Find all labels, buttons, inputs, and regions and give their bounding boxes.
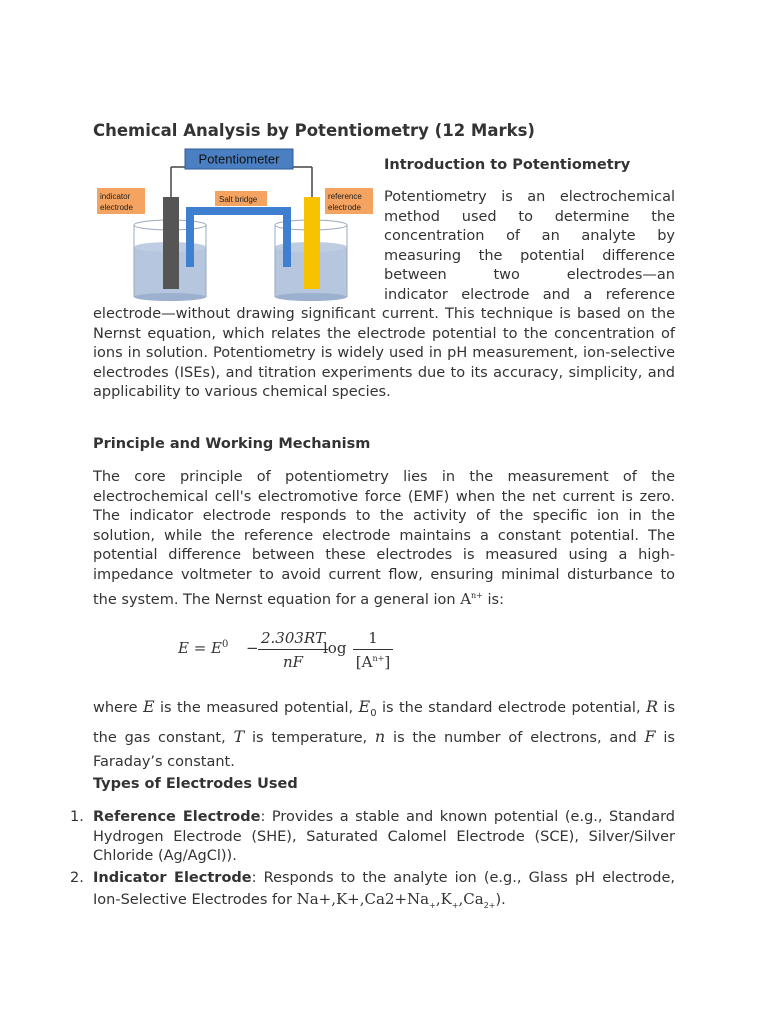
intro-line: method used to determine the [384, 209, 675, 225]
indicator-label-2: electrode [100, 203, 133, 212]
intro-line: Potentiometry is an electrochemical [384, 189, 675, 205]
ion-charge: n+ [471, 590, 483, 600]
potentiometer-label: Potentiometer [198, 151, 280, 167]
equation-log: log [323, 639, 347, 657]
potentiometer-diagram [93, 147, 376, 305]
intro-line: measuring the potential difference [384, 248, 675, 264]
types-heading: Types of Electrodes Used [93, 776, 298, 792]
reference-label-1: reference [328, 192, 362, 201]
salt-bridge-label: Salt bridge [219, 195, 258, 204]
intro-heading: Introduction to Potentiometry [384, 157, 631, 173]
intro-paragraph: electrode—without drawing significant current. This technique is based on the Nernst equation, which relates the electrode potential to the concentration of ions in solution. Potentiometry is widely used in pH measurement, ion-selective electrodes (ISEs), and titration experiments due to its accuracy, simplicity, and applicability to various chemical species. [93, 306, 675, 401]
equation-log-numerator: 1 [368, 629, 378, 647]
equation-numerator: 2.303RT [261, 629, 325, 647]
electrode-types-list [70, 808, 675, 917]
list-item: 1. Reference Electrode: Provides a stable and known potential (e.g., Standard Hydrogen Electrode (SHE), Saturated Calomel Electrode (SCE), Silver/Silver Chloride (Ag/AgCl)). [70, 809, 675, 865]
list-item: 2. Indicator Electrode: Responds to the analyte ion (e.g., Glass pH electrode, Ion-Selective Electrodes for $Na+,K+,Ca2+Na_+,K_+,Ca_{2+}$). [70, 869, 675, 910]
equation-lhs: $E = E^0$ [178, 639, 229, 657]
equation-minus: − [246, 639, 259, 657]
indicator-label-1: indicator [100, 192, 131, 201]
intro-line: indicator electrode and a reference [384, 287, 675, 303]
equation-log-denominator: $[A^{n+}]$ [355, 653, 391, 671]
reference-label-2: electrode [328, 203, 361, 212]
principle-heading: Principle and Working Mechanism [93, 436, 371, 452]
page-title: Chemical Analysis by Potentiometry (12 Marks) [93, 121, 535, 140]
equation-denominator: nF [282, 653, 304, 671]
indicator-electrode-rod [163, 197, 179, 289]
ion-symbol: A [460, 589, 472, 608]
intro-line: concentration of an analyte by [384, 228, 675, 244]
where-paragraph: where E is the measured potential, $E_0$ is the standard electrode potential, R is the gas constant, T is temperature, n is the number of electrons, and F is Faraday’s constant. [93, 697, 675, 770]
intro-line: between two electrodes—an [384, 267, 675, 283]
principle-paragraph: The core principle of potentiometry lies in the measurement of the electrochemical cell's electromotive force (EMF) when the net current is zero. The indicator electrode responds to the activity of the specific ion in the solution, while the reference electrode maintains a constant potential. The potential difference between these electrodes is measured using a high-impedance voltmeter to avoid current flow, ensuring minimal disturbance to the system. The Nernst equation for a general ion $A^{n+}$ is: [93, 469, 675, 608]
reference-electrode-rod [304, 197, 320, 289]
